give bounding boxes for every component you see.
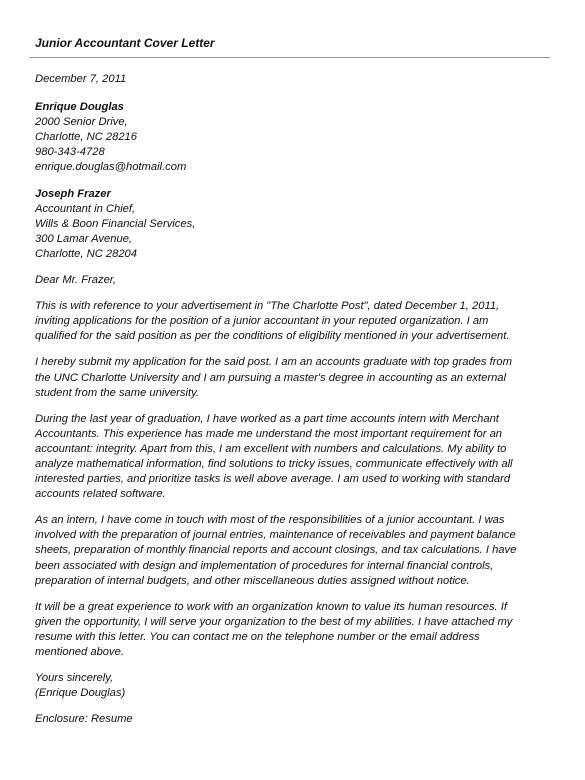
document-title: Junior Accountant Cover Letter (35, 36, 215, 50)
sender-phone: 980-343-4728 (35, 146, 105, 159)
body-paragraph (35, 355, 555, 400)
sender-email: enrique.douglas@hotmail.com (35, 161, 187, 174)
sender-name: Enrique Douglas (35, 101, 124, 114)
paragraph-line: It will be a great experience to work with an organization known to value its human resources. If (35, 600, 507, 613)
recipient-address-line: Accountant in Chief, (35, 202, 136, 215)
body-paragraph (35, 600, 555, 660)
paragraph-line: During the last year of graduation, I have worked as a part time accounts intern with Merchant (35, 412, 499, 425)
paragraph-line: resume with this letter. You can contact me on the telephone number or the email address (35, 630, 480, 643)
paragraph-line: the UNC Charlotte University and I am pursuing a master's degree in accounting as an external (35, 371, 507, 384)
paragraph-line: inviting applications for the position of a junior accountant in your reputed organization. I am (35, 315, 489, 328)
paragraph-line: mentioned above. (35, 646, 124, 658)
paragraph-line: I hereby submit my application for the said post. I am an accounts graduate with top grades from (35, 356, 512, 369)
paragraph-line: preparation of internal budgets, and other miscellaneous duties assigned without notice. (35, 574, 470, 587)
paragraph-line: involved with the preparation of journal entries, maintenance of receivables and payment balance (35, 529, 516, 542)
recipient-block (35, 187, 555, 262)
sender-address-line: 2000 Senior Drive, (35, 116, 128, 129)
paragraph-line: accounts related software. (35, 488, 166, 501)
salutation: Dear Mr. Frazer, (35, 274, 117, 287)
body-paragraph (35, 513, 555, 588)
paragraph-line: given the opportunity, I will serve your organization to the best of my abilities. I have attached my (35, 615, 513, 628)
closing: Yours sincerely, (35, 672, 114, 685)
paragraph-line: student from the same university. (35, 386, 199, 399)
paragraph-line: qualified for the said position as per the conditions of eligibility mentioned in your advertisement. (35, 330, 510, 343)
paragraph-line: been associated with design and implementation of procedures for internal financial controls, (35, 559, 494, 572)
recipient-address-line: 300 Lamar Avenue, (35, 232, 133, 245)
recipient-address-line: Charlotte, NC 28204 (35, 247, 137, 260)
letter-date: December 7, 2011 (35, 73, 127, 85)
letter-body (35, 72, 555, 727)
paragraph-line: accountant: integrity. Apart from this, I am excellent with numbers and calculations. My ability to (35, 442, 507, 455)
enclosure-note: Enclosure: Resume (35, 713, 133, 726)
paragraph-line: Accountants. This experience has made me understand the most important requirement for an (35, 427, 503, 440)
title-divider (29, 57, 550, 58)
paragraph-line: interested parties, and prioritize tasks is well above average. I am used to working with standard (35, 473, 511, 486)
signature-name: (Enrique Douglas) (35, 687, 126, 700)
paragraph-line: sheets, preparation of monthly financial reports and account closings, and tax calculations. I have (35, 544, 517, 557)
paragraph-line: As an intern, I have come in touch with most of the responsibilities of a junior accountant. I was (35, 514, 505, 527)
closing-block (35, 671, 555, 701)
body-paragraph (35, 412, 555, 503)
paragraph-line: analyze mathematical information, find solutions to tricky issues, communicate effectively with all (35, 457, 513, 470)
recipient-address-line: Wills & Boon Financial Services, (35, 217, 196, 230)
recipient-name: Joseph Frazer (35, 187, 111, 200)
paragraph-line: This is with reference to your advertisement in "The Charlotte Post", dated December 1, 2011, (35, 300, 500, 313)
sender-address-line: Charlotte, NC 28216 (35, 131, 137, 144)
body-paragraph (35, 299, 555, 344)
sender-block (35, 100, 555, 175)
